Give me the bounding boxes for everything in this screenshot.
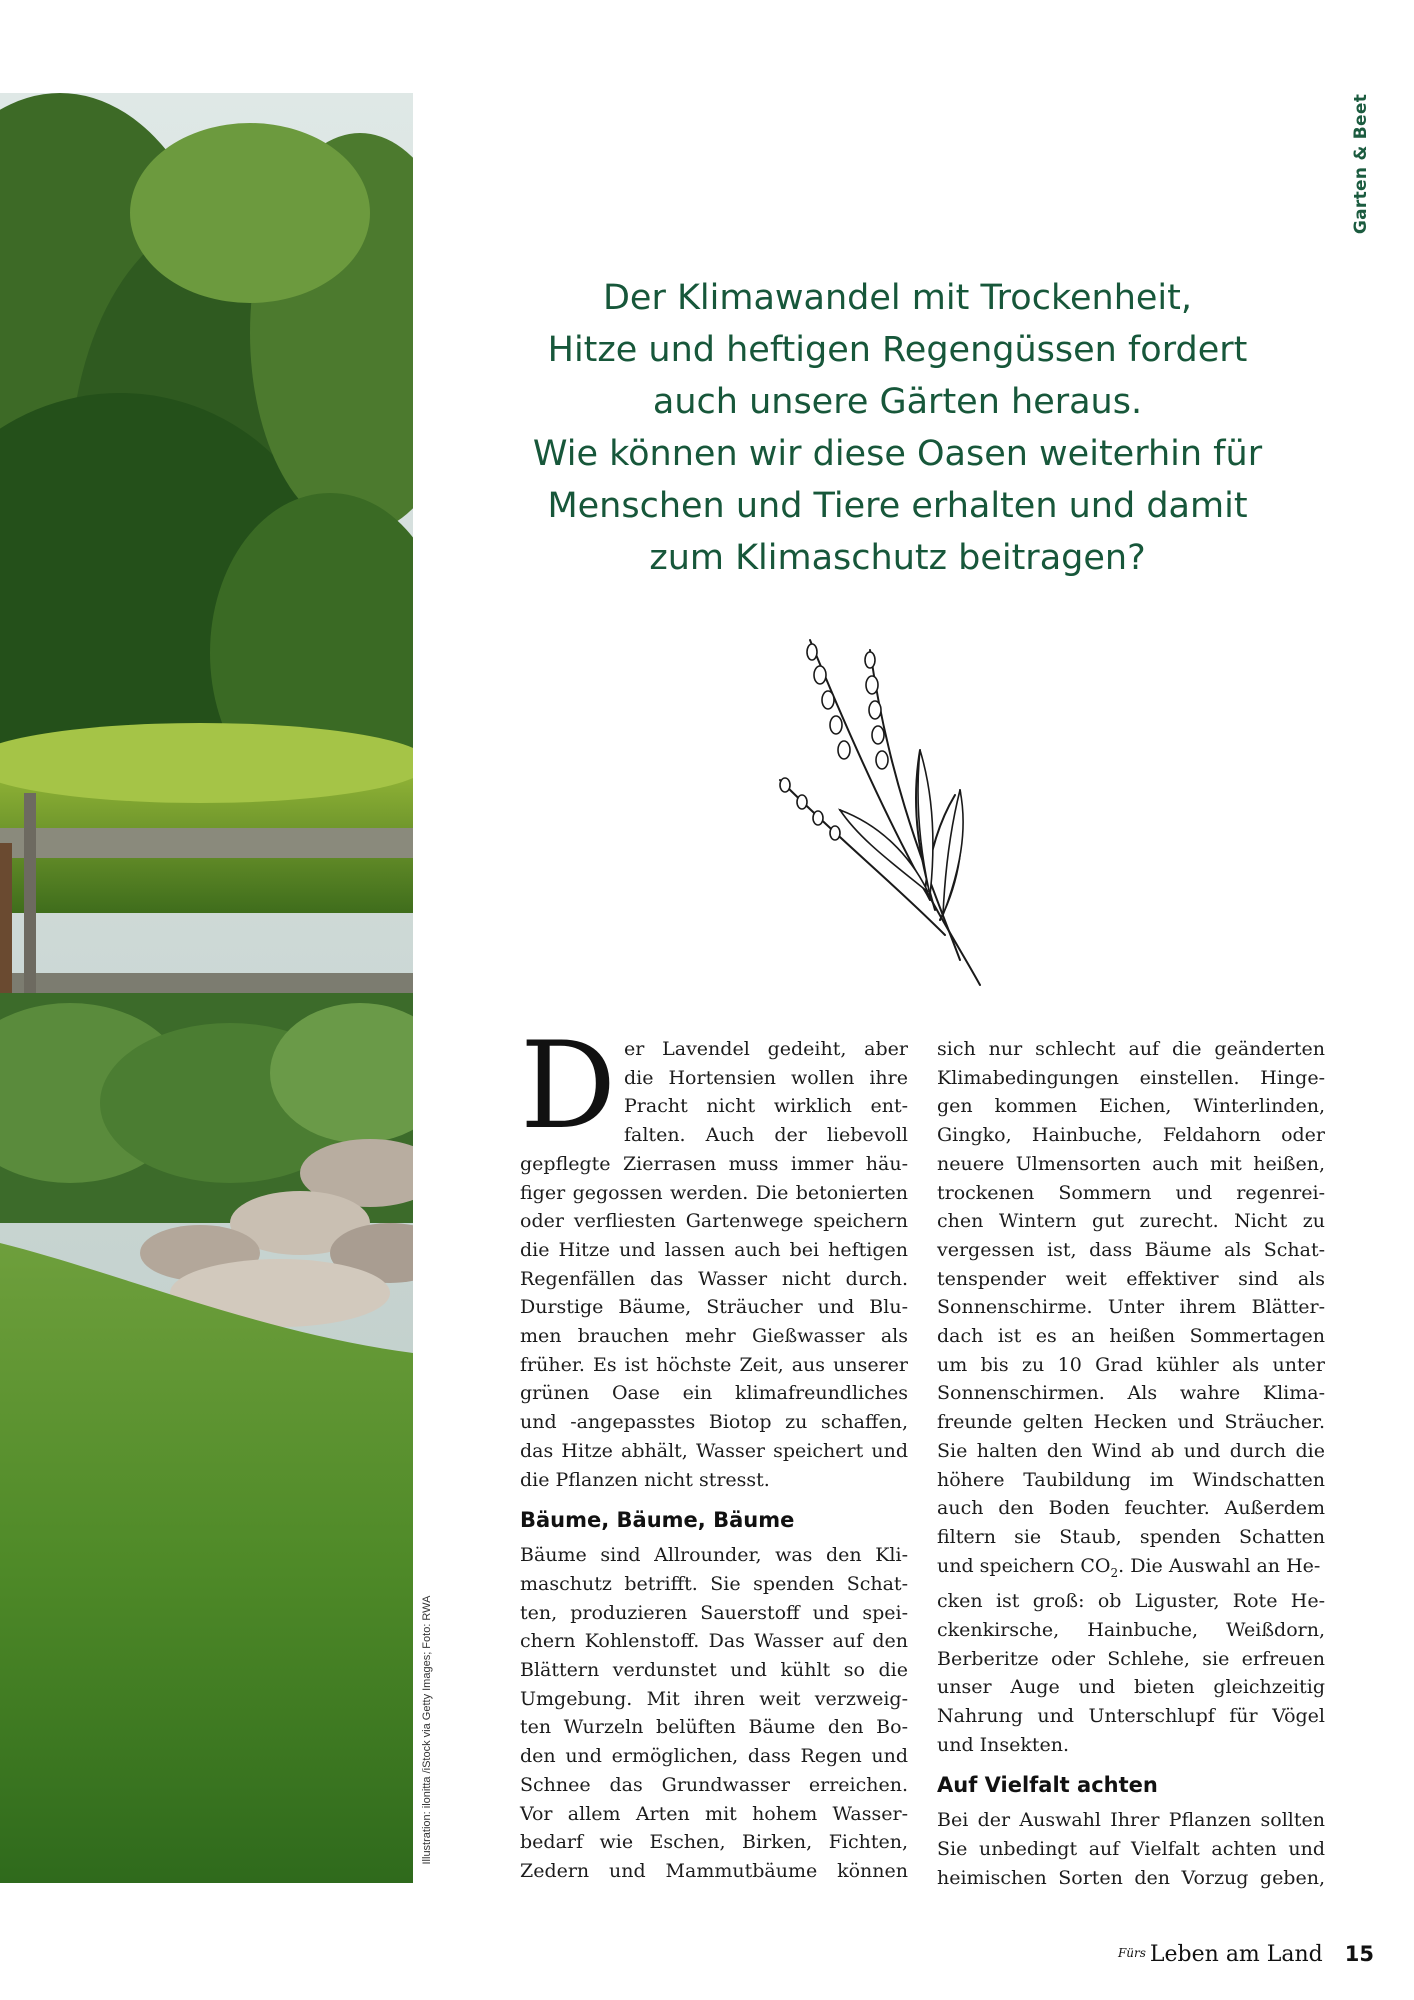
page-footer [1118, 1942, 1374, 1967]
text-line: vergessen ist, dass Bäume als Schat- [937, 1238, 1325, 1261]
text-line: Berberitze oder Schlehe, sie erfreuen [937, 1647, 1325, 1670]
text-line: filtern sie Staub, spenden Schatten [937, 1525, 1325, 1548]
text-line: die Pflanzen nicht stresst. [520, 1468, 770, 1491]
text-line: die Hitze und lassen auch bei heftigen [520, 1238, 908, 1261]
subheading-vielfalt: Auf Vielfalt achten [937, 1773, 1158, 1798]
text-line: figer gegossen werden. Die betonierten [520, 1181, 908, 1204]
text-line: neuere Ulmensorten auch mit heißen, [937, 1152, 1325, 1175]
section-label: Garten & Beet [1351, 93, 1371, 235]
text-line: Nahrung und Unterschlupf für Vögel [937, 1704, 1325, 1727]
text-line: um bis zu 10 Grad kühler als unter [937, 1353, 1325, 1376]
text-line: gen kommen Eichen, Winterlinden, [937, 1095, 1325, 1118]
text-line: Umgebung. Mit ihren weit verzweig- [520, 1687, 908, 1710]
text-line: die Hortensien wollen ihre [624, 1066, 908, 1089]
intro-line: auch unsere Gärten heraus. [652, 382, 1143, 422]
text-line: Vor allem Arten mit hohem Wasser- [520, 1802, 908, 1825]
text-line: Sonnenschirmen. Als wahre Klima- [937, 1382, 1325, 1405]
article-column-1 [520, 1017, 908, 1886]
text-line: cken ist groß: ob Liguster, Rote He- [937, 1590, 1325, 1613]
photo-credit: Illustration: ilonitta /iStock via Getty Images; Foto: RWA [421, 1595, 433, 1865]
text-line: sich nur schlecht auf die geänderten [937, 1038, 1325, 1060]
text-line: bedarf wie Eschen, Birken, Fichten, [520, 1831, 908, 1854]
co2-subscript: 2 [1110, 1565, 1119, 1580]
intro-line: Wie können wir diese Oasen weiterhin für [532, 434, 1263, 474]
text-line: falten. Auch der liebevoll [624, 1124, 908, 1147]
text-line: Gingko, Hainbuche, Feldahorn oder [937, 1124, 1325, 1147]
intro-line: zum Klimaschutz beitragen? [649, 538, 1146, 578]
intro-line: Menschen und Tiere erhalten und damit [547, 486, 1248, 526]
text-line: tenspender weit effektiver sind als [937, 1267, 1325, 1290]
text-line: Pracht nicht wirklich ent- [624, 1095, 908, 1118]
text-line: und Insekten. [937, 1733, 1070, 1756]
text-line: freunde gelten Hecken und Sträucher. [937, 1411, 1325, 1434]
text-line: Sonnenschirme. Unter ihrem Blätter- [937, 1296, 1325, 1319]
garden-photo [0, 93, 413, 1883]
text-line: Durstige Bäume, Sträucher und Blu- [520, 1296, 908, 1319]
text-line: maschutz betrifft. Sie spenden Schat- [520, 1572, 908, 1595]
text-line: gepflegte Zierrasen muss immer häu- [520, 1152, 908, 1175]
page-number: 15 [1344, 1942, 1374, 1966]
text-line: ckenkirsche, Hainbuche, Weißdorn, [937, 1618, 1325, 1641]
text-line: oder verfliesten Gartenwege speichern [520, 1210, 908, 1233]
text-line: Klimabedingungen einstellen. Hinge- [937, 1066, 1325, 1089]
intro-line: Der Klimawandel mit Trockenheit, [602, 278, 1192, 318]
footer-prefix: Fürs [1117, 1946, 1146, 1960]
text-line: chern Kohlenstoff. Das Wasser auf den [520, 1630, 908, 1653]
co2-line-post: . Die Auswahl an He- [1118, 1554, 1321, 1577]
dropcap: D [520, 1017, 617, 1156]
text-line: auch den Boden feuchter. Außerdem [937, 1497, 1325, 1520]
text-line: Sie halten den Wind ab und durch die [937, 1439, 1325, 1462]
text-line: und -angepasstes Biotop zu schaffen, [520, 1411, 908, 1434]
text-line: men brauchen mehr Gießwasser als [520, 1325, 908, 1348]
lavender-illustration [760, 630, 1000, 990]
magazine-name: Leben am Land [1149, 1942, 1323, 1967]
text-line: Bei der Auswahl Ihrer Pflanzen sollten [937, 1809, 1325, 1832]
text-line: Zedern und Mammutbäume können [520, 1859, 908, 1882]
intro-line: Hitze und heftigen Regengüssen fordert [547, 330, 1248, 370]
text-line: ten Wurzeln belüften Bäume den Bo- [520, 1716, 908, 1739]
text-line: chen Wintern gut zurecht. Nicht zu [937, 1210, 1325, 1233]
article-column-2 [937, 1035, 1325, 1892]
text-line: trockenen Sommern und regenrei- [937, 1181, 1325, 1204]
co2-line-pre: und speichern CO [937, 1554, 1111, 1577]
subheading-baeume: Bäume, Bäume, Bäume [520, 1508, 795, 1533]
text-line: das Hitze abhält, Wasser speichert und [520, 1439, 908, 1462]
text-line: den und ermöglichen, dass Regen und [520, 1745, 908, 1768]
text-line: heimischen Sorten den Vorzug geben, [937, 1866, 1325, 1889]
text-line: er Lavendel gedeiht, aber [624, 1038, 908, 1060]
text-line: höhere Taubildung im Windschatten [937, 1468, 1325, 1491]
text-line: grünen Oase ein klimafreundliches [520, 1382, 908, 1405]
text-line: ten, produzieren Sauerstoff und spei- [520, 1601, 908, 1624]
text-line: Sie unbedingt auf Vielfalt achten und [937, 1838, 1325, 1861]
text-line: unser Auge und bieten gleichzeitig [937, 1676, 1325, 1699]
text-line: Bäume sind Allrounder, was den Kli- [520, 1544, 908, 1567]
text-line: Regenfällen das Wasser nicht durch. [520, 1267, 908, 1290]
text-line: Blättern verdunstet und kühlt so die [520, 1659, 908, 1682]
text-line: Schnee das Grundwasser erreichen. [520, 1773, 908, 1796]
text-line: früher. Es ist höchste Zeit, aus unserer [520, 1353, 908, 1376]
co2-line [937, 1552, 1325, 1588]
text-line: dach ist es an heißen Sommertagen [937, 1325, 1325, 1348]
intro-text [470, 272, 1325, 584]
